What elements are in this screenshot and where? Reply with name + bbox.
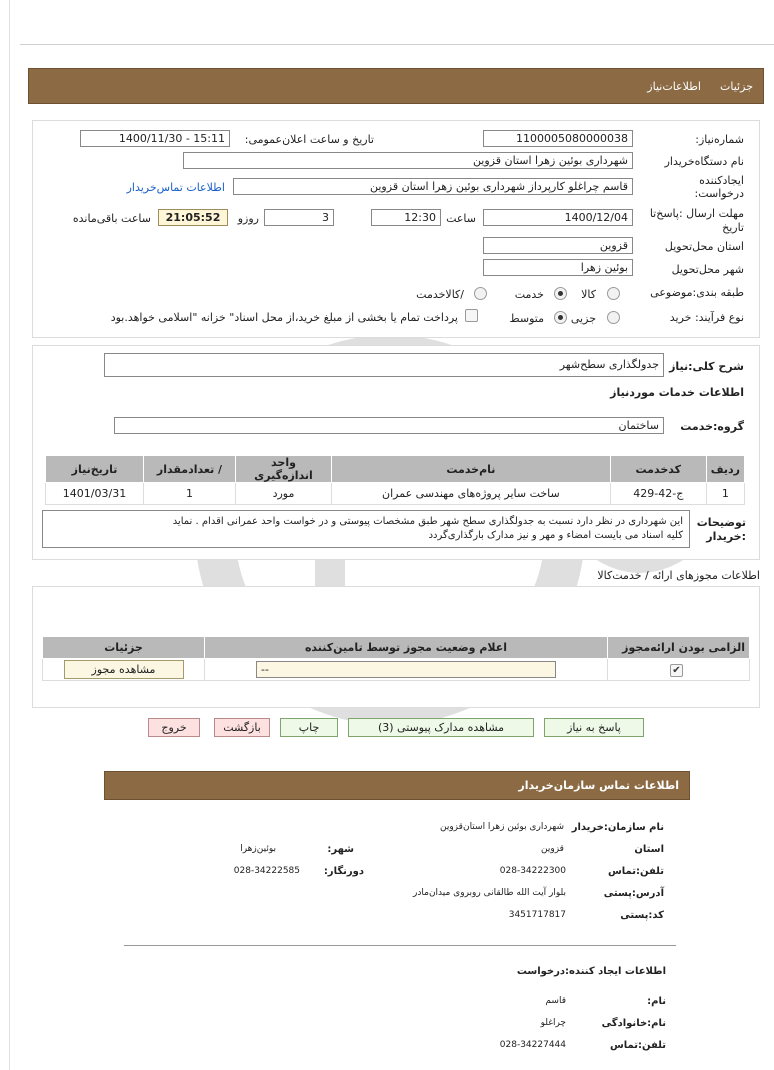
deadline-hour-field: 12:30 (371, 209, 441, 226)
process-radio-minor[interactable] (607, 311, 620, 324)
postal-value: 3451717817 (508, 910, 566, 920)
print-button[interactable]: چاپ (280, 718, 338, 737)
cell-name: ساخت سایر پروژه‌های مهندسی عمران (332, 483, 611, 505)
table-row (43, 659, 750, 681)
province-field: قزوین (483, 237, 633, 254)
view-documents-button[interactable]: مشاهده مدارک پیوستی (3) (348, 718, 534, 737)
remaining-time-field: 21:05:52 (158, 209, 228, 226)
announce-field: 1400/11/30 - 15:11 (80, 130, 230, 147)
page-left-border (9, 0, 10, 1070)
treasury-checkbox[interactable] (465, 309, 478, 322)
postal-label: کد:پستی (620, 910, 664, 921)
permits-heading: اطلاعات مجوزهای ارائه / خدمت‌کالا (597, 569, 760, 582)
notes-line-2: کلیه اسناد می بایست امضاء و مهر و نیز مدارک بارگذاری‌گردد (428, 530, 683, 541)
contact-city-label: شهر: (327, 844, 354, 855)
process-option-minor: جزیی (570, 312, 596, 325)
cell-date: 1401/03/31 (46, 483, 144, 505)
category-radio-service[interactable] (554, 287, 567, 300)
col-qty: / تعدادمقدار (144, 456, 236, 483)
cell-permit-required (608, 659, 750, 681)
group-label: گروه:خدمت (680, 420, 744, 433)
contact-header (104, 771, 690, 800)
need-number-field: 1100005080000038 (483, 130, 633, 147)
cell-permit-status (205, 659, 608, 681)
view-permit-button[interactable]: مشاهده مجوز (64, 660, 184, 679)
process-label: نوع فرآیند: خرید (669, 311, 744, 324)
buyer-field: شهرداری بوئین زهرا استان قزوین (183, 152, 633, 169)
phone-value: 028-34222300 (499, 866, 566, 876)
tab-details[interactable]: جزئیات (720, 80, 753, 93)
name-value: قاسم (545, 996, 566, 1006)
desc-field: جدولگذاری سطح‌شهر (104, 353, 664, 377)
services-table (45, 455, 745, 505)
permit-required-checkbox[interactable]: ✔ (670, 664, 683, 677)
family-label: نام:خانوادگی (601, 1018, 666, 1029)
col-unit: واحد اندازه‌گیری (236, 456, 332, 483)
contact-divider (124, 945, 676, 946)
col-permit-status: اعلام وضعیت مجوز توسط تامین‌کننده (205, 637, 608, 659)
cell-code: ج-42-429 (610, 483, 706, 505)
contact-province-label: استان (634, 844, 664, 855)
category-radio-goods-service[interactable] (474, 287, 487, 300)
page-top-divider (20, 44, 774, 45)
buyer-contact-link[interactable]: اطلاعات تماس‌خریدار (126, 181, 225, 194)
treasury-text: پرداخت تمام یا بخشی از مبلغ خرید،از محل اسناد" خزانه "اسلامی خواهد.بود (110, 311, 458, 324)
contact-city-value: بوئین‌زهرا (240, 844, 276, 854)
announce-label: تاریخ و ساعت اعلان‌عمومی: (244, 133, 374, 146)
family-value: چراغلو (540, 1018, 566, 1028)
process-radio-medium[interactable] (554, 311, 567, 324)
remaining-label: ساعت باقی‌مانده (72, 212, 151, 225)
desc-label: شرح کلی:نیاز (669, 360, 744, 373)
notes-label-2: :خریدار (706, 530, 746, 543)
exit-button[interactable]: خروج (148, 718, 200, 737)
city-label: شهر محل‌تحویل (671, 263, 744, 276)
address-value: بلوار آیت الله طالقانی روبروی میدان‌مادر (413, 888, 566, 898)
col-permit-required: الزامی بودن ارائه‌مجوز (608, 637, 750, 659)
category-option-goods-service: /کالاخدمت (416, 288, 464, 301)
creator-phone-label: تلفن:تماس (609, 1040, 666, 1051)
tab-bar (28, 68, 764, 104)
col-name: نام‌خدمت (332, 456, 611, 483)
category-radio-goods[interactable] (607, 287, 620, 300)
address-label: آدرس:پستی (603, 888, 664, 899)
back-button[interactable]: بازگشت (214, 718, 270, 737)
category-label: طبقه بندی‌:موضوعی (650, 286, 744, 299)
cell-unit: مورد (236, 483, 332, 505)
cell-row: 1 (706, 483, 744, 505)
deadline-label-2: تاریخ (722, 221, 744, 234)
category-option-goods: کالا (581, 288, 596, 301)
name-label: نام: (647, 996, 666, 1007)
province-label: استان محل‌تحویل (664, 240, 744, 253)
days-field: 3 (264, 209, 334, 226)
creator-label-2: درخواست: (694, 187, 744, 200)
creator-phone-value: 028-34227444 (499, 1040, 566, 1050)
contact-title: اطلاعات تماس سازمان‌خریدار (518, 779, 679, 792)
fax-value: 028-34222585 (233, 866, 300, 876)
table-row (46, 483, 745, 505)
process-option-medium: متوسط (509, 312, 544, 325)
category-option-service: خدمت (514, 288, 544, 301)
tab-need-info[interactable]: اطلاعات‌نیاز (647, 80, 701, 93)
col-permit-details: جزئیات (43, 637, 205, 659)
col-row: ردیف (706, 456, 744, 483)
permit-status-field[interactable]: -- (256, 661, 556, 678)
notes-box (42, 510, 690, 548)
org-label: نام سازمان:خریدار (571, 822, 664, 833)
need-number-label: شماره‌نیاز: (695, 133, 744, 146)
buyer-label: نام دستگاه‌خریدار (664, 155, 744, 168)
creator-heading: اطلاعات ایجاد کننده:درخواست (516, 966, 666, 977)
hour-label: ساعت (446, 212, 476, 225)
org-value: شهرداری بوئین زهرا استان‌قزوین (439, 822, 564, 832)
creator-label-1: ایجادکننده (699, 174, 744, 187)
group-field: ساختمان (114, 417, 664, 434)
cell-permit-details (43, 659, 205, 681)
reply-button[interactable]: پاسخ به نیاز (544, 718, 644, 737)
notes-line-1: این شهرداری در نظر دارد نسبت به جدولگذاری سطح شهر طبق مشخصات پیوستی و در خواست واحد عمرانی اقدام . نماید (172, 516, 683, 527)
permits-table (42, 636, 750, 681)
days-label: روزو (237, 212, 259, 225)
fax-label: دورنگار: (323, 866, 364, 877)
col-code: کدخدمت (610, 456, 706, 483)
deadline-date-field: 1400/12/04 (483, 209, 633, 226)
deadline-label-1: مهلت ارسال :پاسخ‌تا (649, 207, 744, 220)
creator-field: قاسم چراغلو کارپرداز شهرداری بوئین زهرا استان قزوین (233, 178, 633, 195)
col-date: تاریخ‌نیاز (46, 456, 144, 483)
notes-label-1: توضیحات (696, 516, 746, 529)
contact-province-value: قزوین (541, 844, 564, 854)
city-field: بوئین زهرا (483, 259, 633, 276)
phone-label: تلفن:تماس (607, 866, 664, 877)
services-heading: اطلاعات خدمات موردنیاز (610, 386, 744, 399)
cell-qty: 1 (144, 483, 236, 505)
